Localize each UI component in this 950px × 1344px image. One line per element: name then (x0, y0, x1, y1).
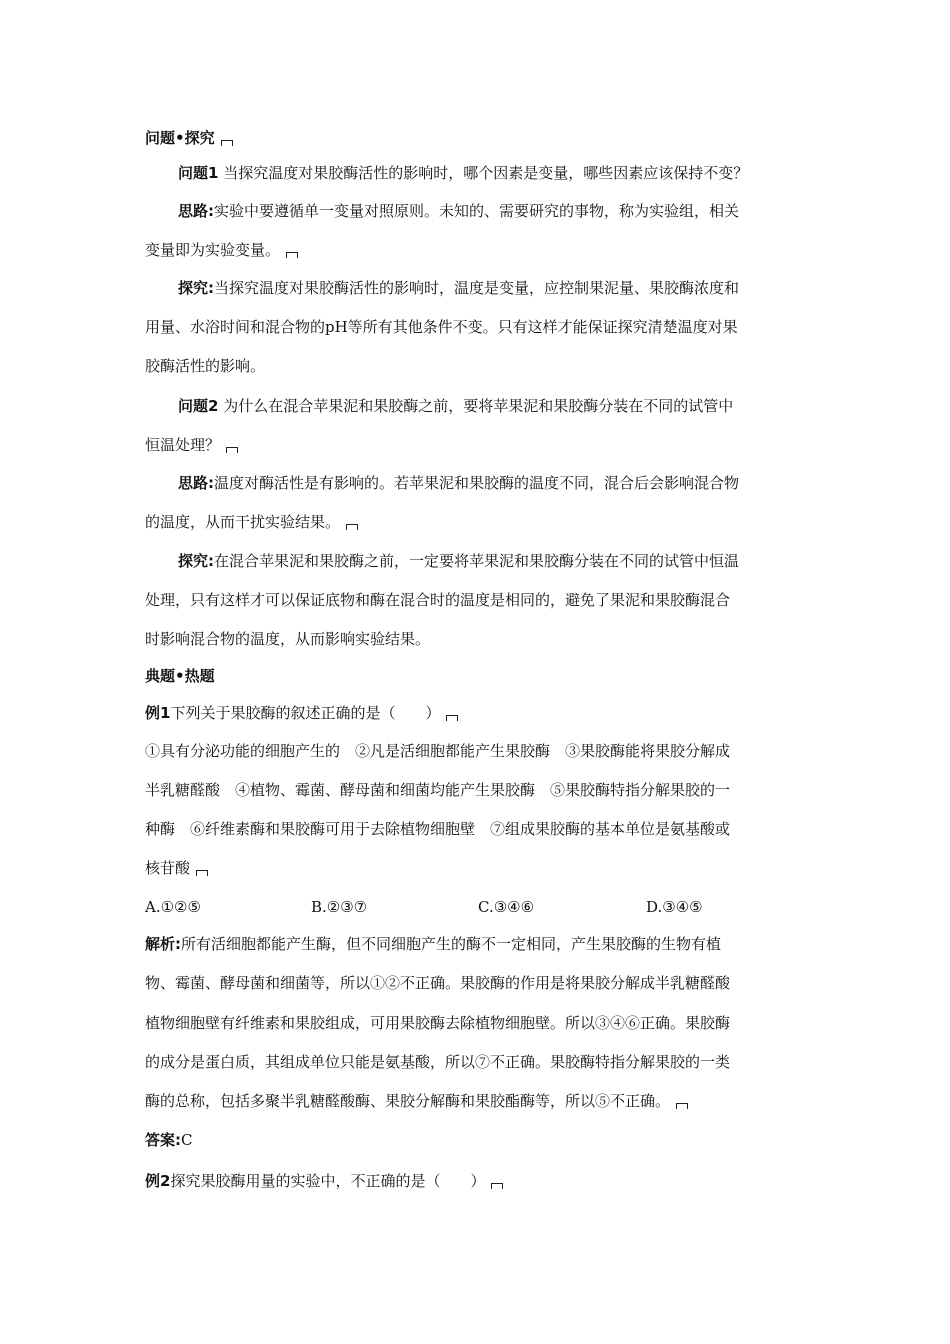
question1-line: 问题1 当探究温度对果胶酶活性的影响时，哪个因素是变量，哪些因素应该保持不变？ (178, 164, 749, 182)
question2-explore-line1: 探究:在混合苹果泥和果胶酶之前，一定要将苹果泥和果胶酶分装在不同的试管中恒温 (178, 552, 740, 570)
section-heading-typical-problems: 典题•热题 (145, 667, 215, 685)
question2-explore-line2: 处理，只有这样才可以保证底物和酶在混合时的温度是相同的，避免了果泥和果胶酶混合 (145, 591, 731, 609)
example1-option-c: C.③④⑥ (478, 898, 535, 916)
example1-analysis-line5: 酶的总称，包括多聚半乳糖醛酸酶、果胶分解酶和果胶酯酶等，所以⑤不正确。 (145, 1090, 688, 1112)
edit-mark-icon (346, 524, 358, 530)
example1-analysis-line2: 物、霉菌、酵母菌和细菌等，所以①②不正确。果胶酶的作用是将果胶分解成半乳糖醛酸 (145, 974, 731, 992)
example1-analysis-line4: 的成分是蛋白质，其组成单位只能是氨基酸，所以⑦不正确。果胶酶特指分解果胶的一类 (145, 1053, 731, 1071)
question1-explore-line2: 用量、水浴时间和混合物的pH等所有其他条件不变。只有这样才能保证探究清楚温度对果 (145, 318, 738, 336)
question1-explore-line3: 胶酶活性的影响。 (145, 357, 266, 375)
example1-analysis-line3: 植物细胞壁有纤维素和果胶组成，可用果胶酶去除植物细胞壁。所以③④⑥正确。果胶酶 (145, 1014, 731, 1032)
edit-mark-icon (676, 1103, 688, 1109)
example1-items-line2: 半乳糖醛酸 ④植物、霉菌、酵母菌和细菌均能产生果胶酶 ⑤果胶酶特指分解果胶的一 (145, 781, 731, 799)
example1-stem: 例1下列关于果胶酶的叙述正确的是（ ） (145, 702, 458, 724)
question2-idea-line2: 的温度，从而干扰实验结果。 (145, 511, 358, 533)
edit-mark-icon (221, 140, 233, 146)
edit-mark-icon (491, 1183, 503, 1189)
example1-answer: 答案:C (145, 1131, 193, 1149)
example1-items-line1: ①具有分泌功能的细胞产生的 ②凡是活细胞都能产生果胶酶 ③果胶酶能将果胶分解成 (145, 742, 731, 760)
question2-line1: 问题2 为什么在混合苹果泥和果胶酶之前，要将苹果泥和果胶酶分装在不同的试管中 (178, 397, 734, 415)
question1-idea-line1: 思路:实验中要遵循单一变量对照原则。未知的、需要研究的事物，称为实验组，相关 (178, 202, 740, 220)
edit-mark-icon (446, 715, 458, 721)
question2-idea-line1: 思路:温度对酶活性是有影响的。若苹果泥和果胶酶的温度不同，混合后会影响混合物 (178, 474, 740, 492)
example2-stem: 例2探究果胶酶用量的实验中，不正确的是（ ） (145, 1170, 503, 1192)
question2-line2: 恒温处理？ (145, 434, 238, 456)
edit-mark-icon (226, 447, 238, 453)
question2-explore-line3: 时影响混合物的温度，从而影响实验结果。 (145, 630, 431, 648)
example1-option-b: B.②③⑦ (311, 898, 368, 916)
section-heading-problem-explore: 问题•探究 (145, 127, 233, 149)
example1-items-line3: 种酶 ⑥纤维素酶和果胶酶可用于去除植物细胞壁 ⑦组成果胶酶的基本单位是氨基酸或 (145, 820, 731, 838)
edit-mark-icon (286, 252, 298, 258)
edit-mark-icon (196, 870, 208, 876)
question1-explore-line1: 探究:当探究温度对果胶酶活性的影响时，温度是变量，应控制果泥量、果胶酶浓度和 (178, 279, 740, 297)
example1-items-line4: 核苷酸 (145, 857, 208, 879)
example1-analysis-line1: 解析:所有活细胞都能产生酶，但不同细胞产生的酶不一定相同，产生果胶酶的生物有植 (145, 935, 722, 953)
example1-option-a: A.①②⑤ (145, 898, 201, 916)
question1-idea-line2: 变量即为实验变量。 (145, 239, 298, 261)
example1-option-d: D.③④⑤ (646, 898, 703, 916)
